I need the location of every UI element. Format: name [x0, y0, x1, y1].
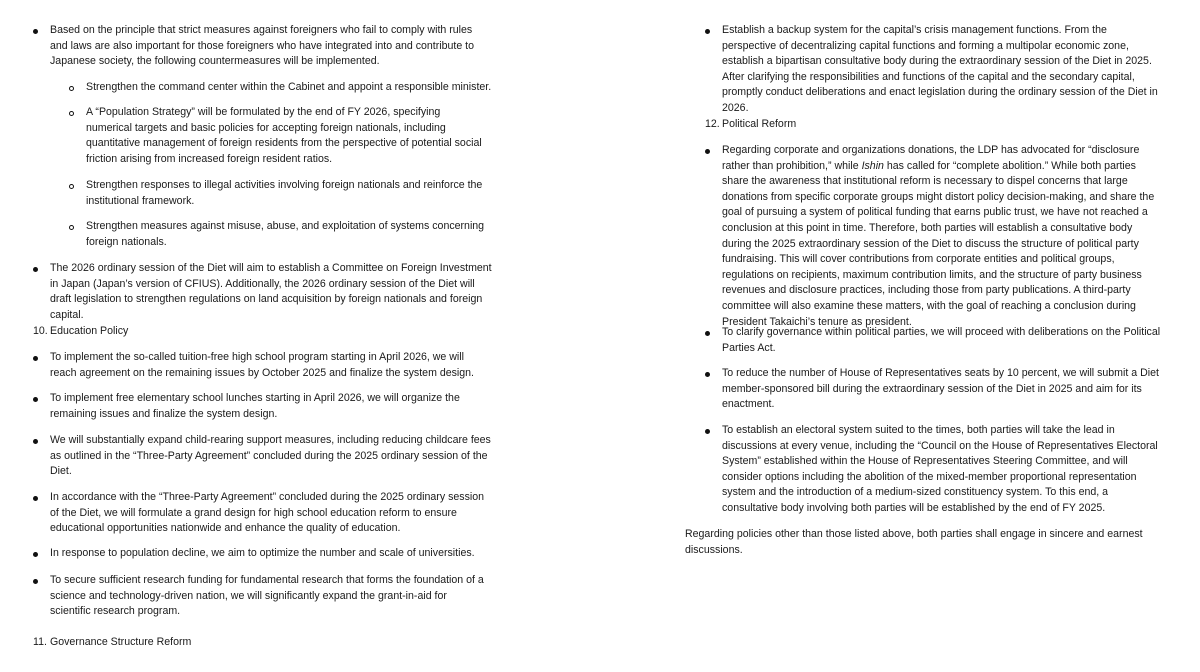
education-item-tuition: To implement the so-called tuition-free high school program starting in April 2026, we will reach agreement on the remaining issues by October 2025 and finalize the system design.: [50, 351, 474, 379]
education-item-research: To secure sufficient research funding for fundamental research that forms the foundation of a science and technology-driven nation, we will significantly expand the grant-in-aid for scientific research program.: [50, 574, 484, 618]
education-item-grand-design: In accordance with the “Three-Party Agreement” concluded during the 2025 ordinary session of the Diet, we will formulate a grand design for high school education reform to ensure educational opportunities nationwide and enhance the quality of education.: [50, 491, 484, 535]
bullet-icon: [33, 356, 38, 361]
circle-bullet-icon: [69, 86, 74, 91]
circle-bullet-icon: [69, 184, 74, 189]
ishin-party-name: Ishin: [861, 159, 884, 172]
bullet-icon: [705, 29, 710, 34]
electoral-system-bullet: To establish an electoral system suited to the times, both parties will take the lead in discussions at every venue, including the “Council on the House of Representatives Electoral System” established within the House of Representatives Steering Committee, and will consider options including the abolition of the mixed-member proportional representation system and the introduction of a medium-sized constituency system. To this end, a consultative body involving both parties will be established by the end of FY 2025.: [722, 424, 1158, 514]
misuse-measures-item: Strengthen measures against misuse, abuse, and exploitation of systems concerning foreign nationals.: [86, 220, 485, 248]
bullet-icon: [33, 552, 38, 557]
bullet-icon: [705, 429, 710, 434]
bullet-icon: [705, 331, 710, 336]
seat-reduction-bullet: To reduce the number of House of Representatives seats by 10 percent, we will submit a Diet member-sponsored bill during the extraordinary session of the Diet in 2025 and aim for its enactment.: [722, 367, 1159, 411]
population-strategy-item: A “Population Strategy” will be formulated by the end of FY 2026, specifying numerical targets and basic policies for accepting foreign nationals, including quantitative management of foreign residents from the perspective of potential social friction arising from increased foreign resident ratios.: [86, 106, 482, 165]
circle-bullet-icon: [69, 111, 74, 116]
command-center-item: Strengthen the command center within the Cabinet and appoint a responsible minister.: [86, 81, 492, 93]
section-heading-education: Education Policy: [50, 325, 129, 337]
cfius-bullet: The 2026 ordinary session of the Diet will aim to establish a Committee on Foreign Investment in Japan (Japan’s version of CFIUS). Additionally, the 2026 ordinary session of the Diet will draft legislation to strengthen regulations on land acquisition by foreign nationals and foreign capital.: [50, 262, 492, 321]
governance-backup-bullet: Establish a backup system for the capital’s crisis management functions. From the perspective of decentralizing capital functions and forming a multipolar economic zone, establish a bipartisan consultative body during the extraordinary session of the Diet in 2025. After clarifying the responsibilities and functions of the capital and the secondary capital, promptly conduct deliberations and enact legislation during the ordinary session of the Diet in 2026.: [722, 24, 1158, 114]
section-heading-governance: Governance Structure Reform: [50, 636, 192, 648]
bullet-icon: [33, 29, 38, 34]
bullet-icon: [33, 397, 38, 402]
circle-bullet-icon: [69, 225, 74, 230]
section-number: 11.: [33, 636, 47, 648]
section-number: 12.: [705, 118, 720, 130]
illegal-activities-item: Strengthen responses to illegal activities involving foreign nationals and reinforce the institutional framework.: [86, 179, 483, 207]
bullet-icon: [33, 267, 38, 272]
education-item-lunches: To implement free elementary school lunches starting in April 2026, we will organize the remaining issues and finalize the system design.: [50, 392, 460, 420]
parties-act-bullet: To clarify governance within political parties, we will proceed with deliberations on the Political Parties Act.: [722, 326, 1161, 354]
closing-paragraph: Regarding policies other than those listed above, both parties shall engage in sincere and earnest discussions.: [685, 528, 1143, 556]
section-heading-political-reform: Political Reform: [722, 118, 797, 130]
bullet-icon: [33, 579, 38, 584]
education-item-childcare: We will substantially expand child-rearing support measures, including reducing childcare fees as outlined in the “Three-Party Agreement” concluded during the 2025 ordinary session of the Diet.: [50, 434, 491, 478]
bullet-icon: [705, 149, 710, 154]
bullet-icon: [705, 372, 710, 377]
foreigners-principle-bullet: Based on the principle that strict measures against foreigners who fail to comply with rules and laws are also important for those foreigners who have integrated into and contribute to Japanese society, the following countermeasures will be implemented.: [50, 24, 475, 68]
education-item-universities: In response to population decline, we aim to optimize the number and scale of universities.: [50, 547, 475, 559]
donations-text-b: has called for “complete abolition.” While both parties share the awareness that institutional reform is necessary to dispel concerns that large donations from specific corporate groups might distort policy decision-making, and share the goal of pursuing a system of political funding that earns public trust, we have not reached a conclusion at this point in time. Therefore, both parties will establish a consultative body during the 2025 extraordinary session of the Diet to discuss the structure of political party fundraising. This will cover contributions from corporate entities and political groups, regulations on recipients, maximum contribution limits, and the structure of party business revenues and disclosure practices, including those from party publications. A third-party committee will also examine these matters, with the goal of reaching a conclusion during President Takaichi’s tenure as president.: [722, 159, 1155, 328]
section-number: 10.: [33, 325, 48, 337]
right-page: [600, 0, 1200, 672]
donations-text-a: Regarding corporate and organizations donations, the LDP has advocated for “disclosure rather than prohibition,” while: [722, 144, 1140, 172]
donations-bullet: [722, 143, 1162, 330]
bullet-icon: [33, 496, 38, 501]
bullet-icon: [33, 439, 38, 444]
